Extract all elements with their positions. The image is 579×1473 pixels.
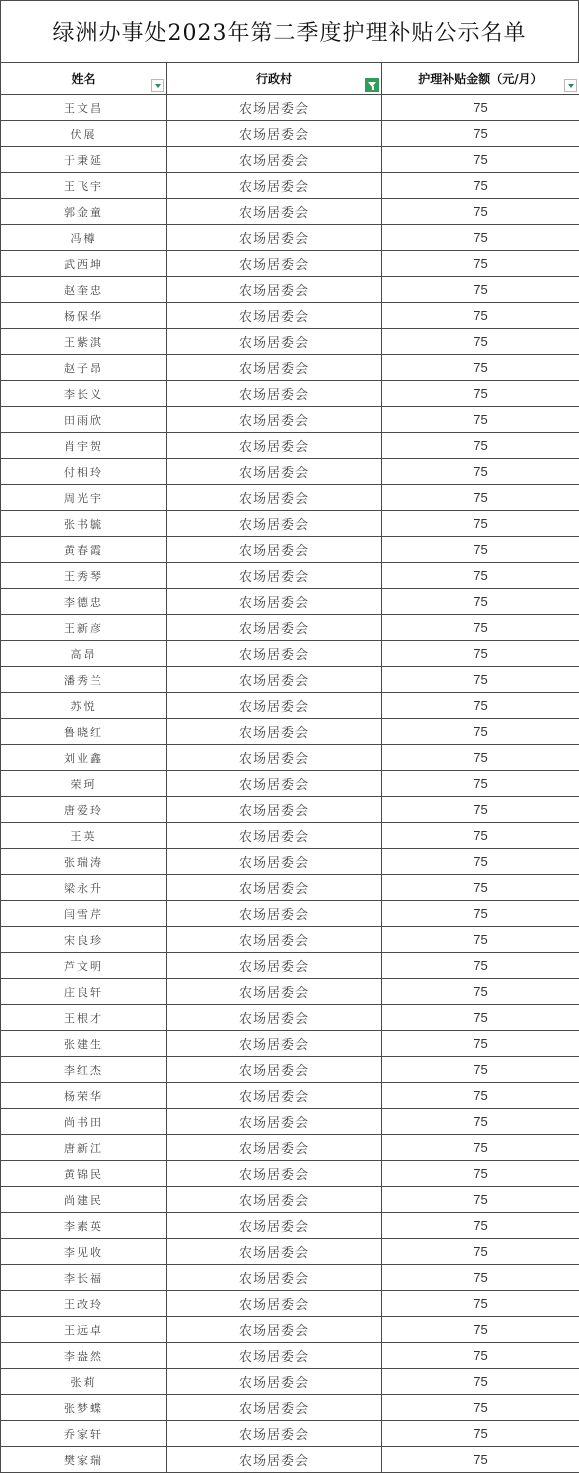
cell-amount[interactable]: 75: [382, 797, 579, 823]
cell-amount[interactable]: 75: [382, 979, 579, 1005]
cell-name[interactable]: 唐新江: [1, 1135, 167, 1161]
cell-amount[interactable]: 75: [382, 1395, 579, 1421]
cell-village[interactable]: 农场居委会: [167, 251, 382, 277]
cell-name[interactable]: 张梦蝶: [1, 1395, 167, 1421]
cell-village[interactable]: 农场居委会: [167, 641, 382, 667]
cell-name[interactable]: 王远卓: [1, 1317, 167, 1343]
table-row: [1, 745, 579, 771]
cell-village[interactable]: 农场居委会: [167, 771, 382, 797]
filter-funnel-icon[interactable]: [365, 78, 379, 92]
cell-amount[interactable]: 75: [382, 927, 579, 953]
cell-village[interactable]: 农场居委会: [167, 1109, 382, 1135]
table-row: [1, 355, 579, 381]
cell-name[interactable]: 王秀琴: [1, 563, 167, 589]
cell-name[interactable]: 李红杰: [1, 1057, 167, 1083]
cell-village[interactable]: 农场居委会: [167, 927, 382, 953]
table-row: [1, 95, 579, 121]
cell-village[interactable]: 农场居委会: [167, 329, 382, 355]
cell-amount[interactable]: 75: [382, 329, 579, 355]
cell-village[interactable]: 农场居委会: [167, 1317, 382, 1343]
table-row: [1, 225, 579, 251]
cell-name[interactable]: 张建生: [1, 1031, 167, 1057]
table-row: [1, 771, 579, 797]
cell-name[interactable]: 李素英: [1, 1213, 167, 1239]
cell-name[interactable]: 李盎然: [1, 1343, 167, 1369]
cell-village[interactable]: 农场居委会: [167, 225, 382, 251]
cell-amount[interactable]: 75: [382, 1213, 579, 1239]
table-row: [1, 1343, 579, 1369]
cell-village[interactable]: 农场居委会: [167, 875, 382, 901]
cell-amount[interactable]: 75: [382, 433, 579, 459]
cell-village[interactable]: 农场居委会: [167, 563, 382, 589]
table-row: [1, 1447, 579, 1473]
cell-amount[interactable]: 75: [382, 1005, 579, 1031]
cell-amount[interactable]: 75: [382, 823, 579, 849]
cell-amount[interactable]: 75: [382, 459, 579, 485]
cell-village[interactable]: 农场居委会: [167, 1395, 382, 1421]
cell-village[interactable]: 农场居委会: [167, 381, 382, 407]
cell-village[interactable]: 农场居委会: [167, 589, 382, 615]
cell-name[interactable]: 付相玲: [1, 459, 167, 485]
cell-village[interactable]: 农场居委会: [167, 953, 382, 979]
cell-village[interactable]: 农场居委会: [167, 823, 382, 849]
cell-name[interactable]: 田雨欣: [1, 407, 167, 433]
cell-name[interactable]: 黄锦民: [1, 1161, 167, 1187]
cell-amount[interactable]: 75: [382, 589, 579, 615]
table-row: [1, 485, 579, 511]
cell-village[interactable]: 农场居委会: [167, 1031, 382, 1057]
table-row: [1, 849, 579, 875]
cell-village[interactable]: 农场居委会: [167, 95, 382, 121]
cell-village[interactable]: 农场居委会: [167, 1239, 382, 1265]
dropdown-arrow-icon[interactable]: [151, 79, 164, 92]
table-row: [1, 1421, 579, 1447]
dropdown-arrow-icon[interactable]: [564, 79, 577, 92]
cell-name[interactable]: 樊家瑞: [1, 1447, 167, 1473]
cell-village[interactable]: 农场居委会: [167, 433, 382, 459]
table-row: [1, 1109, 579, 1135]
cell-amount[interactable]: 75: [382, 1421, 579, 1447]
table-row: [1, 407, 579, 433]
cell-name[interactable]: 郭金童: [1, 199, 167, 225]
cell-name[interactable]: 苏悦: [1, 693, 167, 719]
table-row: [1, 251, 579, 277]
column-header-name-label: 姓名: [71, 72, 95, 86]
cell-name[interactable]: 李见收: [1, 1239, 167, 1265]
cell-amount[interactable]: 75: [382, 1083, 579, 1109]
cell-amount[interactable]: 75: [382, 511, 579, 537]
table-row: [1, 1317, 579, 1343]
table-row: [1, 1213, 579, 1239]
cell-amount[interactable]: 75: [382, 953, 579, 979]
cell-amount[interactable]: 75: [382, 693, 579, 719]
cell-amount[interactable]: 75: [382, 719, 579, 745]
cell-village[interactable]: 农场居委会: [167, 1265, 382, 1291]
cell-village[interactable]: 农场居委会: [167, 719, 382, 745]
column-header-village[interactable]: [167, 63, 382, 95]
table-row: [1, 199, 579, 225]
cell-amount[interactable]: 75: [382, 771, 579, 797]
cell-village[interactable]: 农场居委会: [167, 459, 382, 485]
cell-name[interactable]: 杨荣华: [1, 1083, 167, 1109]
cell-amount[interactable]: 75: [382, 1265, 579, 1291]
cell-name[interactable]: 王改玲: [1, 1291, 167, 1317]
cell-amount[interactable]: 75: [382, 1187, 579, 1213]
cell-village[interactable]: 农场居委会: [167, 1291, 382, 1317]
cell-village[interactable]: 农场居委会: [167, 1421, 382, 1447]
column-header-amount[interactable]: [382, 63, 579, 95]
cell-amount[interactable]: 75: [382, 121, 579, 147]
cell-name[interactable]: 刘业鑫: [1, 745, 167, 771]
cell-name[interactable]: 王飞宇: [1, 173, 167, 199]
cell-name[interactable]: 赵奎忠: [1, 277, 167, 303]
cell-amount[interactable]: 75: [382, 277, 579, 303]
cell-amount[interactable]: 75: [382, 1031, 579, 1057]
cell-village[interactable]: 农场居委会: [167, 1135, 382, 1161]
cell-village[interactable]: 农场居委会: [167, 121, 382, 147]
cell-amount[interactable]: 75: [382, 615, 579, 641]
cell-name[interactable]: 伏展: [1, 121, 167, 147]
table-row: [1, 1239, 579, 1265]
cell-name[interactable]: 庄良轩: [1, 979, 167, 1005]
cell-name[interactable]: 尚书田: [1, 1109, 167, 1135]
cell-amount[interactable]: 75: [382, 147, 579, 173]
cell-village[interactable]: 农场居委会: [167, 667, 382, 693]
cell-amount[interactable]: 75: [382, 1447, 579, 1473]
column-header-amount-label: 护理补贴金额（元/月）: [418, 72, 542, 86]
cell-name[interactable]: 王英: [1, 823, 167, 849]
table-row: [1, 433, 579, 459]
cell-name[interactable]: 张瑞涛: [1, 849, 167, 875]
table-row: [1, 1005, 579, 1031]
cell-amount[interactable]: 75: [382, 1317, 579, 1343]
table-row: [1, 1031, 579, 1057]
cell-amount[interactable]: 75: [382, 1057, 579, 1083]
cell-amount[interactable]: 75: [382, 563, 579, 589]
table-row: [1, 1135, 579, 1161]
table-row: [1, 615, 579, 641]
column-header-village-label: 行政村: [256, 72, 292, 86]
cell-village[interactable]: 农场居委会: [167, 1187, 382, 1213]
table-row: [1, 1161, 579, 1187]
table-row: [1, 667, 579, 693]
table-row: [1, 121, 579, 147]
cell-amount[interactable]: 75: [382, 667, 579, 693]
cell-village[interactable]: 农场居委会: [167, 303, 382, 329]
cell-amount[interactable]: 75: [382, 1135, 579, 1161]
cell-village[interactable]: 农场居委会: [167, 1369, 382, 1395]
table-row: [1, 1057, 579, 1083]
table-row: [1, 823, 579, 849]
cell-amount[interactable]: 75: [382, 407, 579, 433]
cell-village[interactable]: 农场居委会: [167, 1005, 382, 1031]
cell-name[interactable]: 唐爱玲: [1, 797, 167, 823]
cell-name[interactable]: 乔家轩: [1, 1421, 167, 1447]
table-row: [1, 303, 579, 329]
cell-name[interactable]: 周光宇: [1, 485, 167, 511]
table-row: [1, 329, 579, 355]
table-row: [1, 641, 579, 667]
cell-village[interactable]: 农场居委会: [167, 1161, 382, 1187]
cell-amount[interactable]: 75: [382, 1343, 579, 1369]
cell-name[interactable]: 张莉: [1, 1369, 167, 1395]
cell-village[interactable]: 农场居委会: [167, 1057, 382, 1083]
cell-name[interactable]: 冯樽: [1, 225, 167, 251]
cell-village[interactable]: 农场居委会: [167, 511, 382, 537]
table-row: [1, 173, 579, 199]
cell-village[interactable]: 农场居委会: [167, 1343, 382, 1369]
cell-name[interactable]: 潘秀兰: [1, 667, 167, 693]
table-row: [1, 277, 579, 303]
cell-amount[interactable]: 75: [382, 849, 579, 875]
table-row: [1, 875, 579, 901]
table-row: [1, 511, 579, 537]
cell-name[interactable]: 李长福: [1, 1265, 167, 1291]
cell-amount[interactable]: 75: [382, 641, 579, 667]
table-row: [1, 979, 579, 1005]
cell-amount[interactable]: 75: [382, 1291, 579, 1317]
cell-amount[interactable]: 75: [382, 251, 579, 277]
cell-village[interactable]: 农场居委会: [167, 355, 382, 381]
table-row: [1, 589, 579, 615]
cell-village[interactable]: 农场居委会: [167, 849, 382, 875]
cell-amount[interactable]: 75: [382, 303, 579, 329]
cell-amount[interactable]: 75: [382, 381, 579, 407]
cell-amount[interactable]: 75: [382, 1239, 579, 1265]
cell-name[interactable]: 于秉延: [1, 147, 167, 173]
cell-name[interactable]: 李长义: [1, 381, 167, 407]
cell-name[interactable]: 高昂: [1, 641, 167, 667]
column-header-name[interactable]: [1, 63, 167, 95]
cell-village[interactable]: 农场居委会: [167, 277, 382, 303]
cell-name[interactable]: 梁永升: [1, 875, 167, 901]
cell-amount[interactable]: 75: [382, 1161, 579, 1187]
cell-village[interactable]: 农场居委会: [167, 901, 382, 927]
cell-name[interactable]: 鲁晓红: [1, 719, 167, 745]
cell-amount[interactable]: 75: [382, 537, 579, 563]
cell-amount[interactable]: 75: [382, 745, 579, 771]
cell-name[interactable]: 武西坤: [1, 251, 167, 277]
cell-amount[interactable]: 75: [382, 225, 579, 251]
cell-name[interactable]: 杨保华: [1, 303, 167, 329]
cell-name[interactable]: 张书毓: [1, 511, 167, 537]
table-row: [1, 1395, 579, 1421]
cell-name[interactable]: 王紫淇: [1, 329, 167, 355]
cell-village[interactable]: 农场居委会: [167, 979, 382, 1005]
cell-name[interactable]: 荣珂: [1, 771, 167, 797]
table-body: [1, 95, 579, 1473]
table-row: [1, 1187, 579, 1213]
cell-village[interactable]: 农场居委会: [167, 745, 382, 771]
table-row: [1, 901, 579, 927]
cell-amount[interactable]: 75: [382, 875, 579, 901]
cell-amount[interactable]: 75: [382, 173, 579, 199]
table-row: [1, 1291, 579, 1317]
cell-amount[interactable]: 75: [382, 1369, 579, 1395]
table-row: [1, 797, 579, 823]
cell-name[interactable]: 王新彦: [1, 615, 167, 641]
cell-village[interactable]: 农场居委会: [167, 1083, 382, 1109]
cell-village[interactable]: 农场居委会: [167, 173, 382, 199]
cell-village[interactable]: 农场居委会: [167, 147, 382, 173]
cell-name[interactable]: 赵子昂: [1, 355, 167, 381]
cell-name[interactable]: 宋良珍: [1, 927, 167, 953]
cell-amount[interactable]: 75: [382, 901, 579, 927]
table-row: [1, 537, 579, 563]
cell-amount[interactable]: 75: [382, 485, 579, 511]
table-row: [1, 147, 579, 173]
cell-village[interactable]: 农场居委会: [167, 797, 382, 823]
cell-amount[interactable]: 75: [382, 95, 579, 121]
title-row: [0, 0, 579, 62]
cell-name[interactable]: 芦文明: [1, 953, 167, 979]
cell-village[interactable]: 农场居委会: [167, 1213, 382, 1239]
cell-name[interactable]: 尚建民: [1, 1187, 167, 1213]
table-row: [1, 927, 579, 953]
subsidy-table: [0, 62, 579, 1473]
page-title: 绿洲办事处2023年第二季度护理补贴公示名单: [53, 16, 527, 47]
table-row: [1, 1265, 579, 1291]
cell-village[interactable]: 农场居委会: [167, 407, 382, 433]
cell-name[interactable]: 肖宇贺: [1, 433, 167, 459]
table-row: [1, 693, 579, 719]
cell-amount[interactable]: 75: [382, 1109, 579, 1135]
cell-village[interactable]: 农场居委会: [167, 1447, 382, 1473]
cell-village[interactable]: 农场居委会: [167, 537, 382, 563]
table-row: [1, 459, 579, 485]
table-row: [1, 1083, 579, 1109]
cell-village[interactable]: 农场居委会: [167, 615, 382, 641]
cell-amount[interactable]: 75: [382, 355, 579, 381]
table-row: [1, 381, 579, 407]
table-row: [1, 719, 579, 745]
cell-name[interactable]: 王文昌: [1, 95, 167, 121]
cell-village[interactable]: 农场居委会: [167, 693, 382, 719]
cell-name[interactable]: 李德忠: [1, 589, 167, 615]
header-row: [1, 63, 579, 95]
cell-name[interactable]: 黄春霞: [1, 537, 167, 563]
cell-amount[interactable]: 75: [382, 199, 579, 225]
table-row: [1, 563, 579, 589]
table-row: [1, 953, 579, 979]
cell-name[interactable]: 闫雪芹: [1, 901, 167, 927]
table-row: [1, 1369, 579, 1395]
cell-village[interactable]: 农场居委会: [167, 485, 382, 511]
cell-village[interactable]: 农场居委会: [167, 199, 382, 225]
cell-name[interactable]: 王根才: [1, 1005, 167, 1031]
